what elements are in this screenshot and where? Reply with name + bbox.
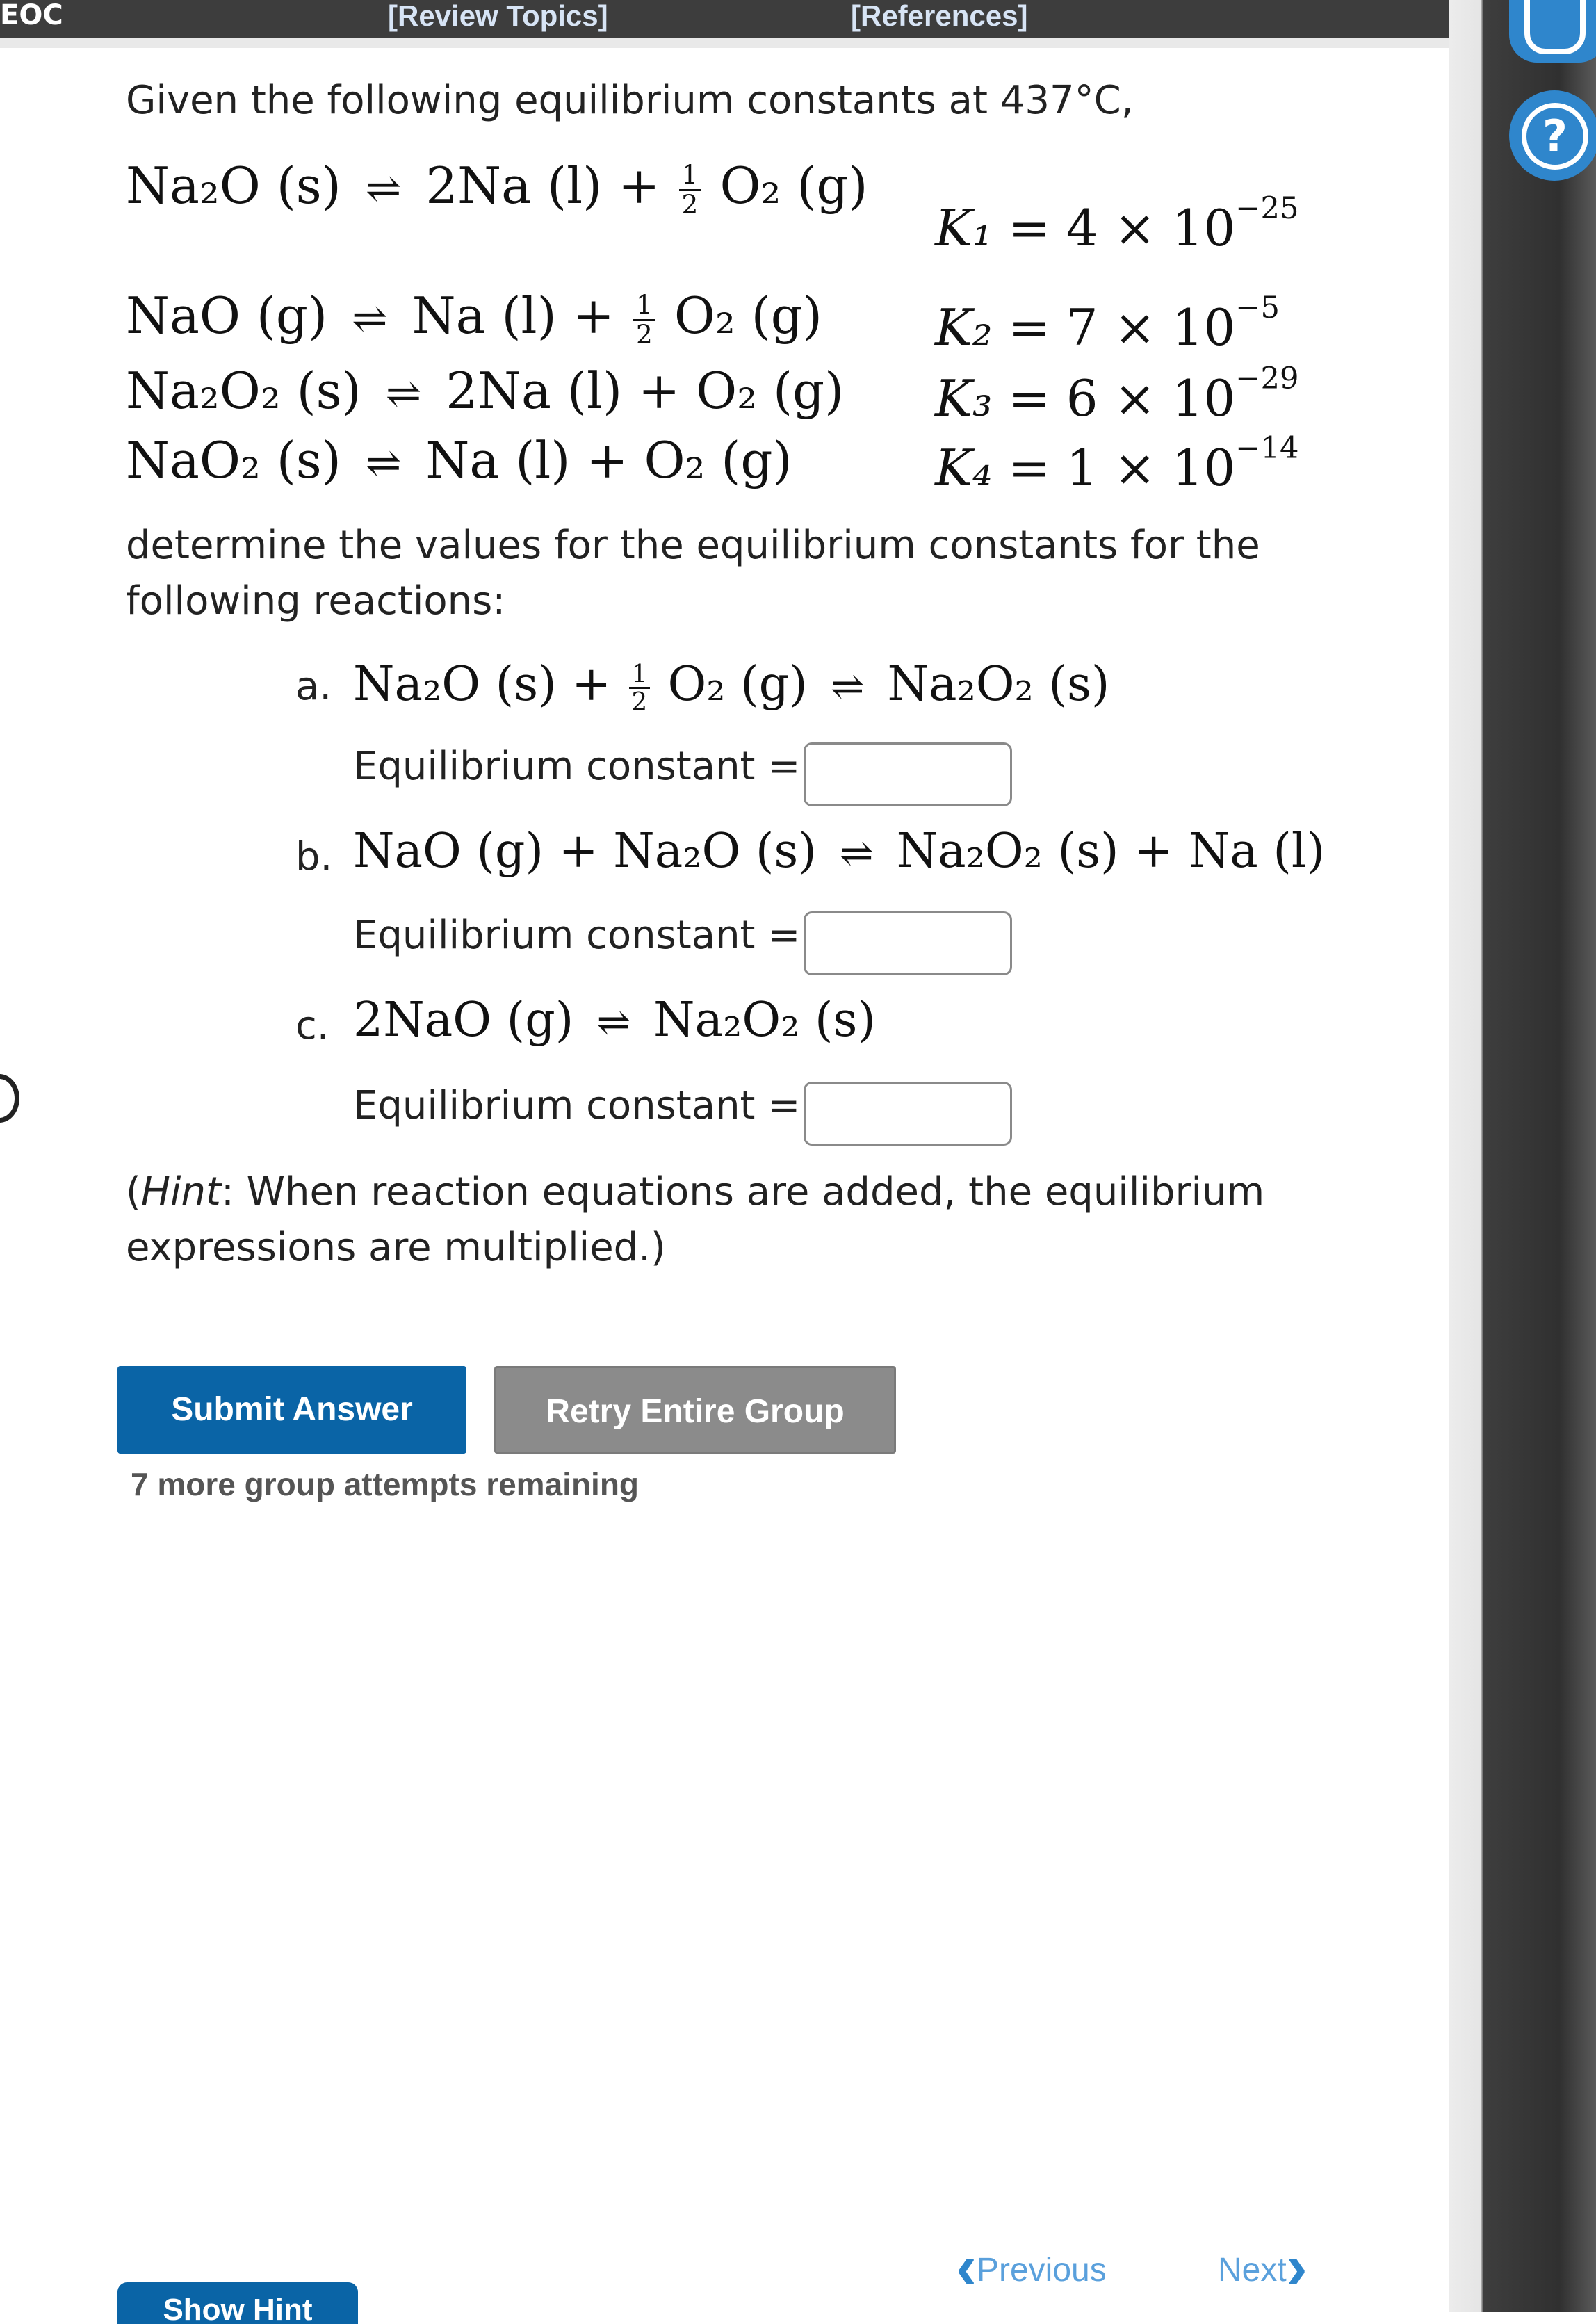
part-c-letter: c. <box>295 1003 329 1048</box>
question-intro: Given the following equilibrium constants at 437°C, <box>126 78 1134 123</box>
part-a-equation: Na₂O (s) + $\frac{1}{2}$ O₂ (g) ⇌ Na₂O₂ (s) <box>353 657 1110 716</box>
given-equation-1: Na₂O (s) ⇌ 2Na (l) + $\frac{1}{2}$ O₂ (g) <box>126 156 868 220</box>
chevron-left-icon: ‹ <box>956 2232 977 2302</box>
part-b-answer-label: Equilibrium constant = <box>353 913 801 958</box>
next-link[interactable]: Next› <box>1218 2232 1308 2302</box>
equilibrium-arrow-icon: ⇌ <box>365 439 402 488</box>
side-panel <box>1449 0 1596 2312</box>
eoc-label: EOC <box>0 0 63 31</box>
chevron-right-icon: › <box>1286 2232 1308 2302</box>
k4-value: $K_4 = 1 \times 10^{-14}$ <box>935 431 1299 497</box>
determine-text-line2: following reactions: <box>126 578 506 624</box>
equilibrium-arrow-icon: ⇌ <box>365 164 402 213</box>
k1-value: $K_1 = 4 \times 10^{-25}$ <box>935 191 1299 257</box>
show-hint-button[interactable]: Show Hint <box>117 2282 358 2324</box>
k2-value: $K_2 = 7 \times 10^{-5}$ <box>935 291 1280 357</box>
hint-text-line2: expressions are multiplied.) <box>126 1225 666 1270</box>
given-equation-4: NaO₂ (s) ⇌ Na (l) + O₂ (g) <box>126 431 792 489</box>
given-equation-2: NaO (g) ⇌ Na (l) + $\frac{1}{2}$ O₂ (g) <box>126 286 822 350</box>
equilibrium-arrow-icon: ⇌ <box>830 663 865 710</box>
part-c-answer-label: Equilibrium constant = <box>353 1083 801 1128</box>
part-b-letter: b. <box>295 834 333 879</box>
part-b-equation: NaO (g) + Na₂O (s) ⇌ Na₂O₂ (s) + Na (l) <box>353 824 1326 879</box>
fraction: $\frac{1}{2}$ <box>633 291 655 348</box>
question-mark-icon: ? <box>1522 103 1588 170</box>
determine-text-line1: determine the values for the equilibrium constants for the <box>126 523 1260 568</box>
submit-answer-button[interactable]: Submit Answer <box>117 1366 466 1454</box>
references-link[interactable]: [References] <box>851 0 1028 32</box>
retry-entire-group-button[interactable]: Retry Entire Group <box>494 1366 896 1454</box>
top-toolbar <box>0 0 1449 48</box>
previous-link[interactable]: ‹Previous <box>956 2232 1107 2302</box>
part-c-equation: 2NaO (g) ⇌ Na₂O₂ (s) <box>353 993 876 1048</box>
help-button[interactable] <box>1509 90 1596 181</box>
fraction: $\frac{1}{2}$ <box>629 661 650 715</box>
return-icon <box>1524 0 1586 54</box>
scroll-handle[interactable] <box>0 1074 19 1123</box>
k3-value: $K_3 = 6 \times 10^{-29}$ <box>935 361 1299 428</box>
attempts-remaining: 7 more group attempts remaining <box>131 1466 640 1502</box>
hint-text-line1: (Hint: When reaction equations are added, the equilibrium <box>126 1169 1265 1214</box>
fraction: $\frac{1}{2}$ <box>679 161 701 218</box>
part-b-answer-input[interactable] <box>804 911 1012 975</box>
part-a-answer-label: Equilibrium constant = <box>353 744 801 789</box>
part-a-letter: a. <box>295 664 332 709</box>
equilibrium-arrow-icon: ⇌ <box>385 369 422 419</box>
equilibrium-arrow-icon: ⇌ <box>352 294 388 343</box>
part-a-answer-input[interactable] <box>804 742 1012 806</box>
equilibrium-arrow-icon: ⇌ <box>840 829 874 877</box>
equilibrium-arrow-icon: ⇌ <box>596 998 630 1046</box>
review-topics-link[interactable]: [Review Topics] <box>388 0 608 32</box>
return-button[interactable] <box>1509 0 1596 63</box>
part-c-answer-input[interactable] <box>804 1082 1012 1146</box>
given-equation-3: Na₂O₂ (s) ⇌ 2Na (l) + O₂ (g) <box>126 361 845 420</box>
